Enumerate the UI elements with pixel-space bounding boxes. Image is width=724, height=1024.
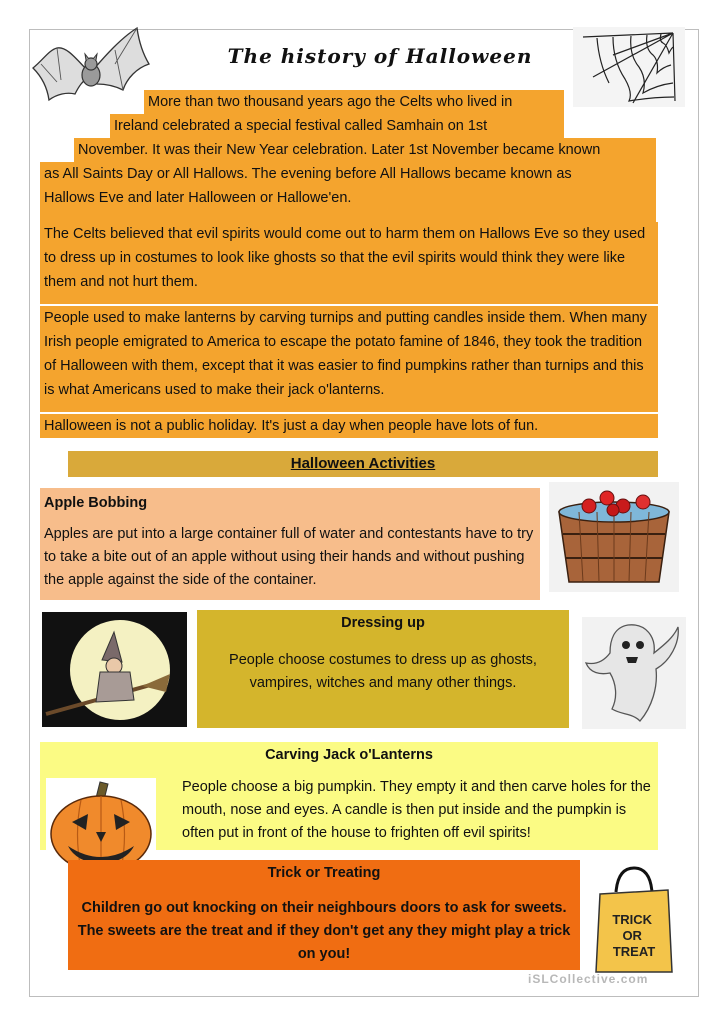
page-title: The history of Halloween: [227, 44, 533, 68]
apple-bobbing-text: Apples are put into a large container full of water and contestants have to try to take a bite out of an apple without using their hands and without pushing the apple against the side of the container.: [44, 526, 534, 588]
bag-label-line-2: OR: [622, 928, 642, 943]
carving-heading: Carving Jack o'Lanterns: [265, 747, 433, 763]
intro-paragraph-3: People used to make lanterns by carving turnips and putting candles inside them. When many Irish people emigrated to America to escape the potato famine of 1846, they took the tradition of Halloween with them, except that it was easier to find pumpkins rather than turnips and this is what Americans used to make their jack o'lanterns.: [40, 306, 658, 412]
bag-label-line-3: TREAT: [612, 944, 656, 959]
trick-treat-bag-illustration: [592, 864, 676, 976]
intro-line-1: More than two thousand years ago the Celts who lived in: [144, 90, 564, 114]
intro-line-3: November. It was their New Year celebration. Later 1st November became known: [74, 138, 656, 162]
trick-text: Children go out knocking on their neighbours doors to ask for sweets. The sweets are the treat and if they don't get any they might play a trick on you!: [77, 900, 571, 962]
intro-line-2: Ireland celebrated a special festival called Samhain on 1st: [110, 114, 564, 138]
ghost-illustration: [582, 617, 686, 729]
dressing-up-box: [197, 610, 569, 728]
trick-heading: Trick or Treating: [267, 865, 381, 881]
spider-web-illustration: [573, 27, 685, 107]
intro-paragraph-4: Halloween is not a public holiday. It's just a day when people have lots of fun.: [40, 414, 658, 438]
intro-line-5: Hallows Eve and later Halloween or Hallowe'en.: [40, 186, 656, 222]
apple-bobbing-box: [40, 488, 540, 600]
apple-barrel-illustration: [549, 482, 679, 592]
watermark: iSLCollective.com: [528, 972, 649, 986]
bat-illustration: [27, 20, 153, 120]
witch-moon-illustration: [42, 612, 187, 727]
activities-heading-text: Halloween Activities: [290, 455, 436, 472]
activities-heading: [68, 451, 658, 477]
dressing-up-heading: Dressing up: [341, 615, 425, 631]
trick-box: [68, 860, 580, 970]
bag-label-line-1: TRICK: [612, 912, 653, 927]
intro-paragraph-2: The Celts believed that evil spirits would come out to harm them on Hallows Eve so they used to dress up in costumes to look like ghosts so that the evil spirits would think they were like them and not hurt them.: [40, 222, 658, 304]
apple-bobbing-heading: Apple Bobbing: [44, 495, 148, 511]
intro-line-4: as All Saints Day or All Hallows. The evening before All Hallows became known as: [40, 162, 656, 186]
carving-text: People choose a big pumpkin. They empty it and then carve holes for the mouth, nose and eyes. A candle is then put inside and the pumpkin is often put in front of the house to frighten off evil spirits!: [182, 779, 651, 841]
dressing-up-text: People choose costumes to dress up as ghosts, vampires, witches and many other things.: [229, 652, 537, 691]
